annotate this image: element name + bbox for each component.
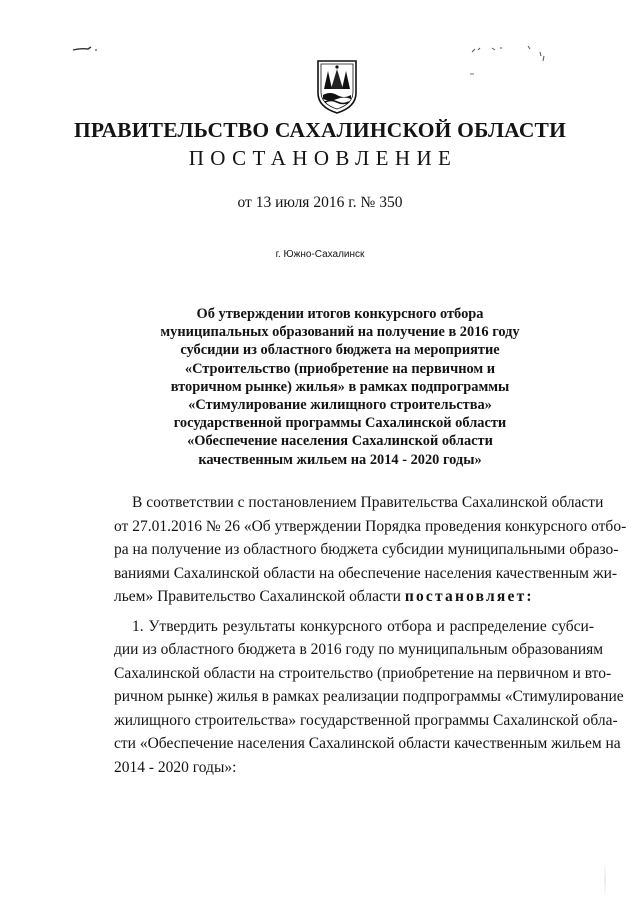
scan-edge-shadow (604, 860, 606, 900)
preamble-line: ра на получение из областного бюджета субсидии муниципальными образо- (114, 541, 619, 558)
document-body (114, 491, 627, 779)
preamble-line: В соответствии с постановлением Правительства Сахалинской области (132, 494, 604, 511)
preamble-line: от 27.01.2016 № 26 «Об утверждении Порядка проведения конкурсного отбо- (114, 517, 627, 535)
preamble-line: ваниями Сахалинской области на обеспечение населения качественным жи- (114, 564, 618, 582)
item-1-line: 2014 - 2020 годы»: (114, 758, 237, 776)
item-1-line: ричном рынке) жилья в рамках реализации подпрограммы «Стимулирование (114, 688, 624, 705)
resolution-keyword: постановляет: (404, 588, 534, 605)
scan-mark-left (72, 44, 100, 54)
preamble-last-line (114, 585, 594, 609)
item-1-line: сти «Обеспечение населения Сахалинской области качественным жильем на (114, 735, 621, 752)
subject-line: субсидии из областного бюджета на мероприятие (180, 342, 500, 359)
document-subject (150, 305, 530, 469)
item-1-line: 1. Утвердить результаты конкурсного отбора и распределение субси- (132, 617, 594, 635)
subject-line: качественным жильем на 2014 - 2020 годы» (198, 451, 482, 468)
subject-line: государственной программы Сахалинской области (173, 415, 507, 432)
document-city: г. Южно-Сахалинск (275, 249, 365, 260)
coat-of-arms-emblem (315, 59, 359, 115)
preamble-last-text: льем» Правительство Сахалинской области (114, 588, 405, 605)
subject-line: вторичном рынке) жилья» в рамках подпрограммы (170, 378, 510, 395)
item-1-line: дии из областного бюджета в 2016 году по муниципальным образованиям (114, 641, 604, 658)
subject-line: муниципальных образований на получение в 2016 году (160, 324, 520, 341)
government-title: ПРАВИТЕЛЬСТВО САХАЛИНСКОЙ ОБЛАСТИ (73, 118, 567, 142)
subject-line: «Обеспечение населения Сахалинской области (187, 433, 493, 450)
scan-mark-right (470, 40, 560, 80)
subject-line: «Строительство (приобретение на первичном и (184, 360, 496, 377)
item-1-line: жилищного строительства» государственной программы Сахалинской обла- (114, 711, 618, 729)
subject-line: «Стимулирование жилищного строительства» (188, 397, 492, 414)
document-date-number: от 13 июля 2016 г. № 350 (237, 194, 403, 211)
document-type: ПОСТАНОВЛЕНИЕ (188, 146, 458, 170)
subject-line: Об утверждении итогов конкурсного отбора (196, 306, 484, 322)
item-1-line: Сахалинской области на строительство (приобретение на первичном и вто- (114, 664, 612, 682)
